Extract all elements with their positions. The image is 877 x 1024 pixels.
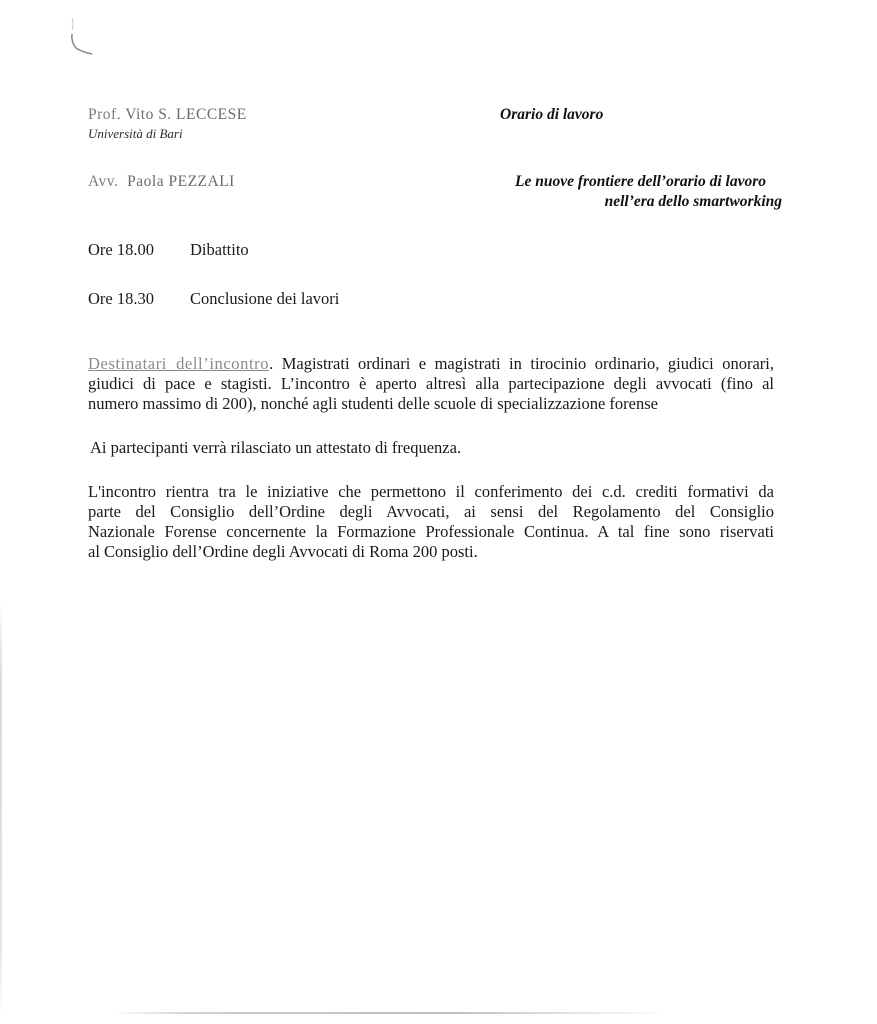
- credits-paragraph: [88, 482, 774, 562]
- certificate-text: Ai partecipanti verrà rilasciato un attestato di frequenza.: [90, 438, 462, 457]
- speaker-2-fullname: Paola PEZZALI: [127, 173, 235, 190]
- recipients-line-3: numero massimo di 200), nonché agli studenti delle scuole di specializzazione forense: [88, 394, 658, 413]
- credits-line-2: parte del Consiglio dell’Ordine degli Avvocati, ai sensi del Regolamento del Consiglio: [88, 502, 774, 521]
- scan-edge-line: [0, 600, 2, 1020]
- recipients-line-1: . Magistrati ordinari e magistrati in tirocinio ordinario, giudici onorari,: [269, 354, 774, 373]
- schedule-item-1: Dibattito: [190, 240, 249, 259]
- speaker-1-affiliation: Università di Bari: [88, 126, 183, 141]
- speaker-1-name: [88, 106, 247, 124]
- recipients-line-2: giudici di pace e stagisti. L’incontro è aperto altresì alla partecipazione degli avvocati (fino al: [88, 374, 774, 393]
- speaker-1-title: Prof.: [88, 106, 122, 123]
- recipients-paragraph: [88, 354, 774, 414]
- speaker-2-title: Avv.: [88, 173, 119, 190]
- credits-line-4: al Consiglio dell’Ordine degli Avvocati di Roma 200 posti.: [88, 542, 478, 561]
- scan-bottom-line: [110, 1012, 670, 1014]
- speaker-2-name: [88, 173, 235, 191]
- speaker-2-talk-title-line-1: Le nuove frontiere dell’orario di lavoro: [515, 173, 766, 190]
- credits-line-3: Nazionale Forense concernente la Formazione Professionale Continua. A tal fine sono riservati: [88, 522, 774, 541]
- credits-line-1: L'incontro rientra tra le iniziative che permettono il conferimento dei c.d. crediti formativi da: [88, 482, 774, 501]
- speaker-1-fullname: Vito S. LECCESE: [125, 106, 247, 123]
- schedule-item-2: Conclusione dei lavori: [190, 289, 340, 308]
- speaker-2-talk-title-line-2: nell’era dello smartworking: [604, 193, 782, 210]
- schedule-time-1: Ore 18.00: [88, 240, 154, 259]
- schedule-time-2: Ore 18.30: [88, 289, 154, 308]
- scan-mark-icon: [62, 14, 102, 60]
- speaker-1-talk-title: Orario di lavoro: [500, 106, 604, 123]
- recipients-heading: Destinatari dell’incontro: [88, 354, 270, 373]
